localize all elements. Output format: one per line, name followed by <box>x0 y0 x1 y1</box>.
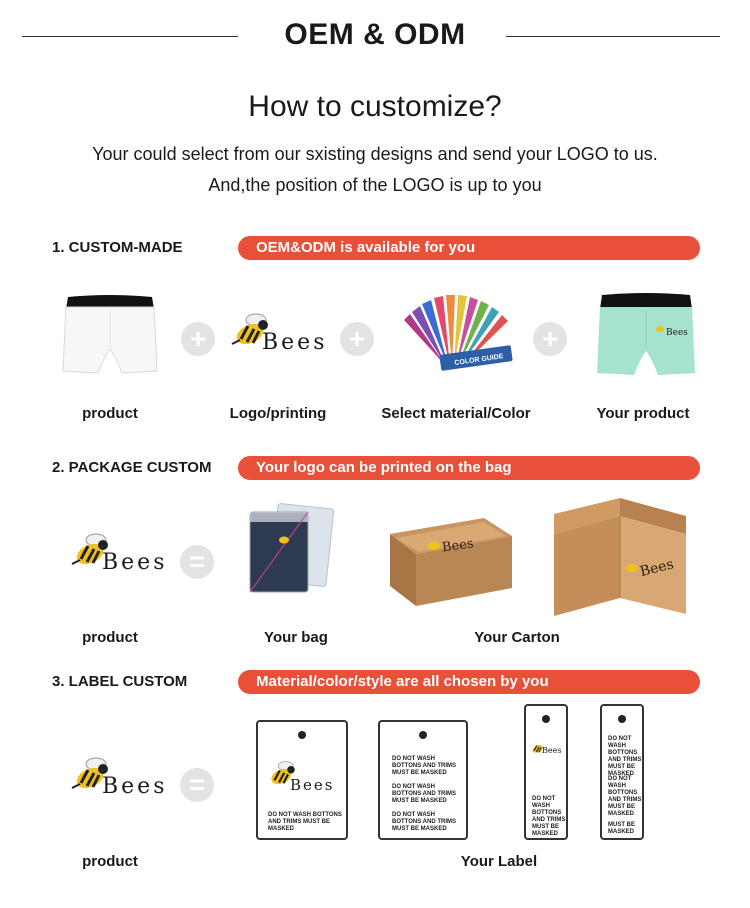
tall-tag-logo-text: Bees <box>542 746 562 755</box>
section-label-custom-banner: Material/color/style are all chosen by you <box>238 670 700 694</box>
bee-logo-text: Bees <box>262 330 328 355</box>
intro-line-2: And,the position of the LOGO is up to you <box>208 175 542 195</box>
tag-care-text: DO NOT WASH BOTTONS AND TRIMS MUST BE MASKED <box>268 812 342 832</box>
caption-your-label: Your Label <box>460 853 538 870</box>
section-custom-made-title: 1. CUSTOM-MADE <box>52 239 183 256</box>
bee-logo-text: Bees <box>102 550 168 575</box>
tag-care-text: DO NOT WASH BOTTONS AND TRIMS MUST BE MASKED <box>392 784 456 804</box>
section-custom-made-banner: OEM&ODM is available for you <box>238 236 700 260</box>
tag-care-text: DO NOT WASH BOTTONS AND TRIMS MUST BE MASKED <box>392 756 456 776</box>
intro-line-1: Your could select from our sxisting designs and send your LOGO to us. <box>92 144 658 164</box>
tall-tag-care-text: DO NOT WASH BOTTONS AND TRIMS MUST BE MASKED <box>532 796 566 837</box>
plus-icon: + <box>533 322 567 356</box>
equals-icon: = <box>180 545 214 579</box>
page-title: OEM & ODM <box>284 18 466 51</box>
section-package-custom-banner: Your logo can be printed on the bag <box>238 456 700 480</box>
section-package-custom-title: 2. PACKAGE CUSTOM <box>52 459 212 476</box>
tall-tag-logo <box>524 704 568 840</box>
poly-bag-image <box>244 500 336 596</box>
mint-shorts-logo-text: Bees <box>666 328 688 338</box>
tall-tag-text <box>600 704 644 840</box>
carton-box-image <box>550 494 690 618</box>
white-shorts-image <box>62 293 158 377</box>
color-guide-label: COLOR GUIDE <box>454 353 504 368</box>
how-to-customize-heading: How to customize? <box>248 90 502 123</box>
tall-tag-care-text: DO NOT WASH BOTTONS AND TRIMS MUST BE MASKED <box>608 776 642 817</box>
color-guide-fan-image <box>396 290 520 372</box>
mailer-box-image <box>384 516 516 608</box>
tall-tag-care-text-short: MUST BE MASKED <box>608 822 635 835</box>
tag-hole <box>618 715 626 723</box>
caption-product: product <box>82 405 138 422</box>
hang-tag-text <box>378 720 468 840</box>
tag-hole <box>419 731 427 739</box>
carton-logo-text: Bees <box>638 556 676 581</box>
plus-icon: + <box>340 322 374 356</box>
tag-logo-text: Bees <box>290 776 335 794</box>
caption-select-material-color: Select material/Color <box>381 405 531 422</box>
tag-care-text: DO NOT WASH BOTTONS AND TRIMS MUST BE MASKED <box>392 812 456 832</box>
tag-hole <box>542 715 550 723</box>
caption-product: product <box>82 853 138 870</box>
tag-hole <box>298 731 306 739</box>
caption-your-bag: Your bag <box>264 629 328 646</box>
mailer-box-logo-text: Bees <box>441 536 475 556</box>
caption-your-carton: Your Carton <box>474 629 560 646</box>
bee-logo-text: Bees <box>102 774 168 799</box>
equals-icon: = <box>180 768 214 802</box>
hang-tag-logo <box>256 720 348 840</box>
mint-shorts-image <box>596 291 696 379</box>
caption-logo-printing: Logo/printing <box>229 405 327 422</box>
caption-your-product: Your product <box>596 405 690 422</box>
caption-product: product <box>82 629 138 646</box>
section-label-custom-title: 3. LABEL CUSTOM <box>52 673 188 690</box>
tall-tag-care-text: DO NOT WASH BOTTONS AND TRIMS MUST BE MASKED <box>608 736 642 777</box>
plus-icon: + <box>181 322 215 356</box>
